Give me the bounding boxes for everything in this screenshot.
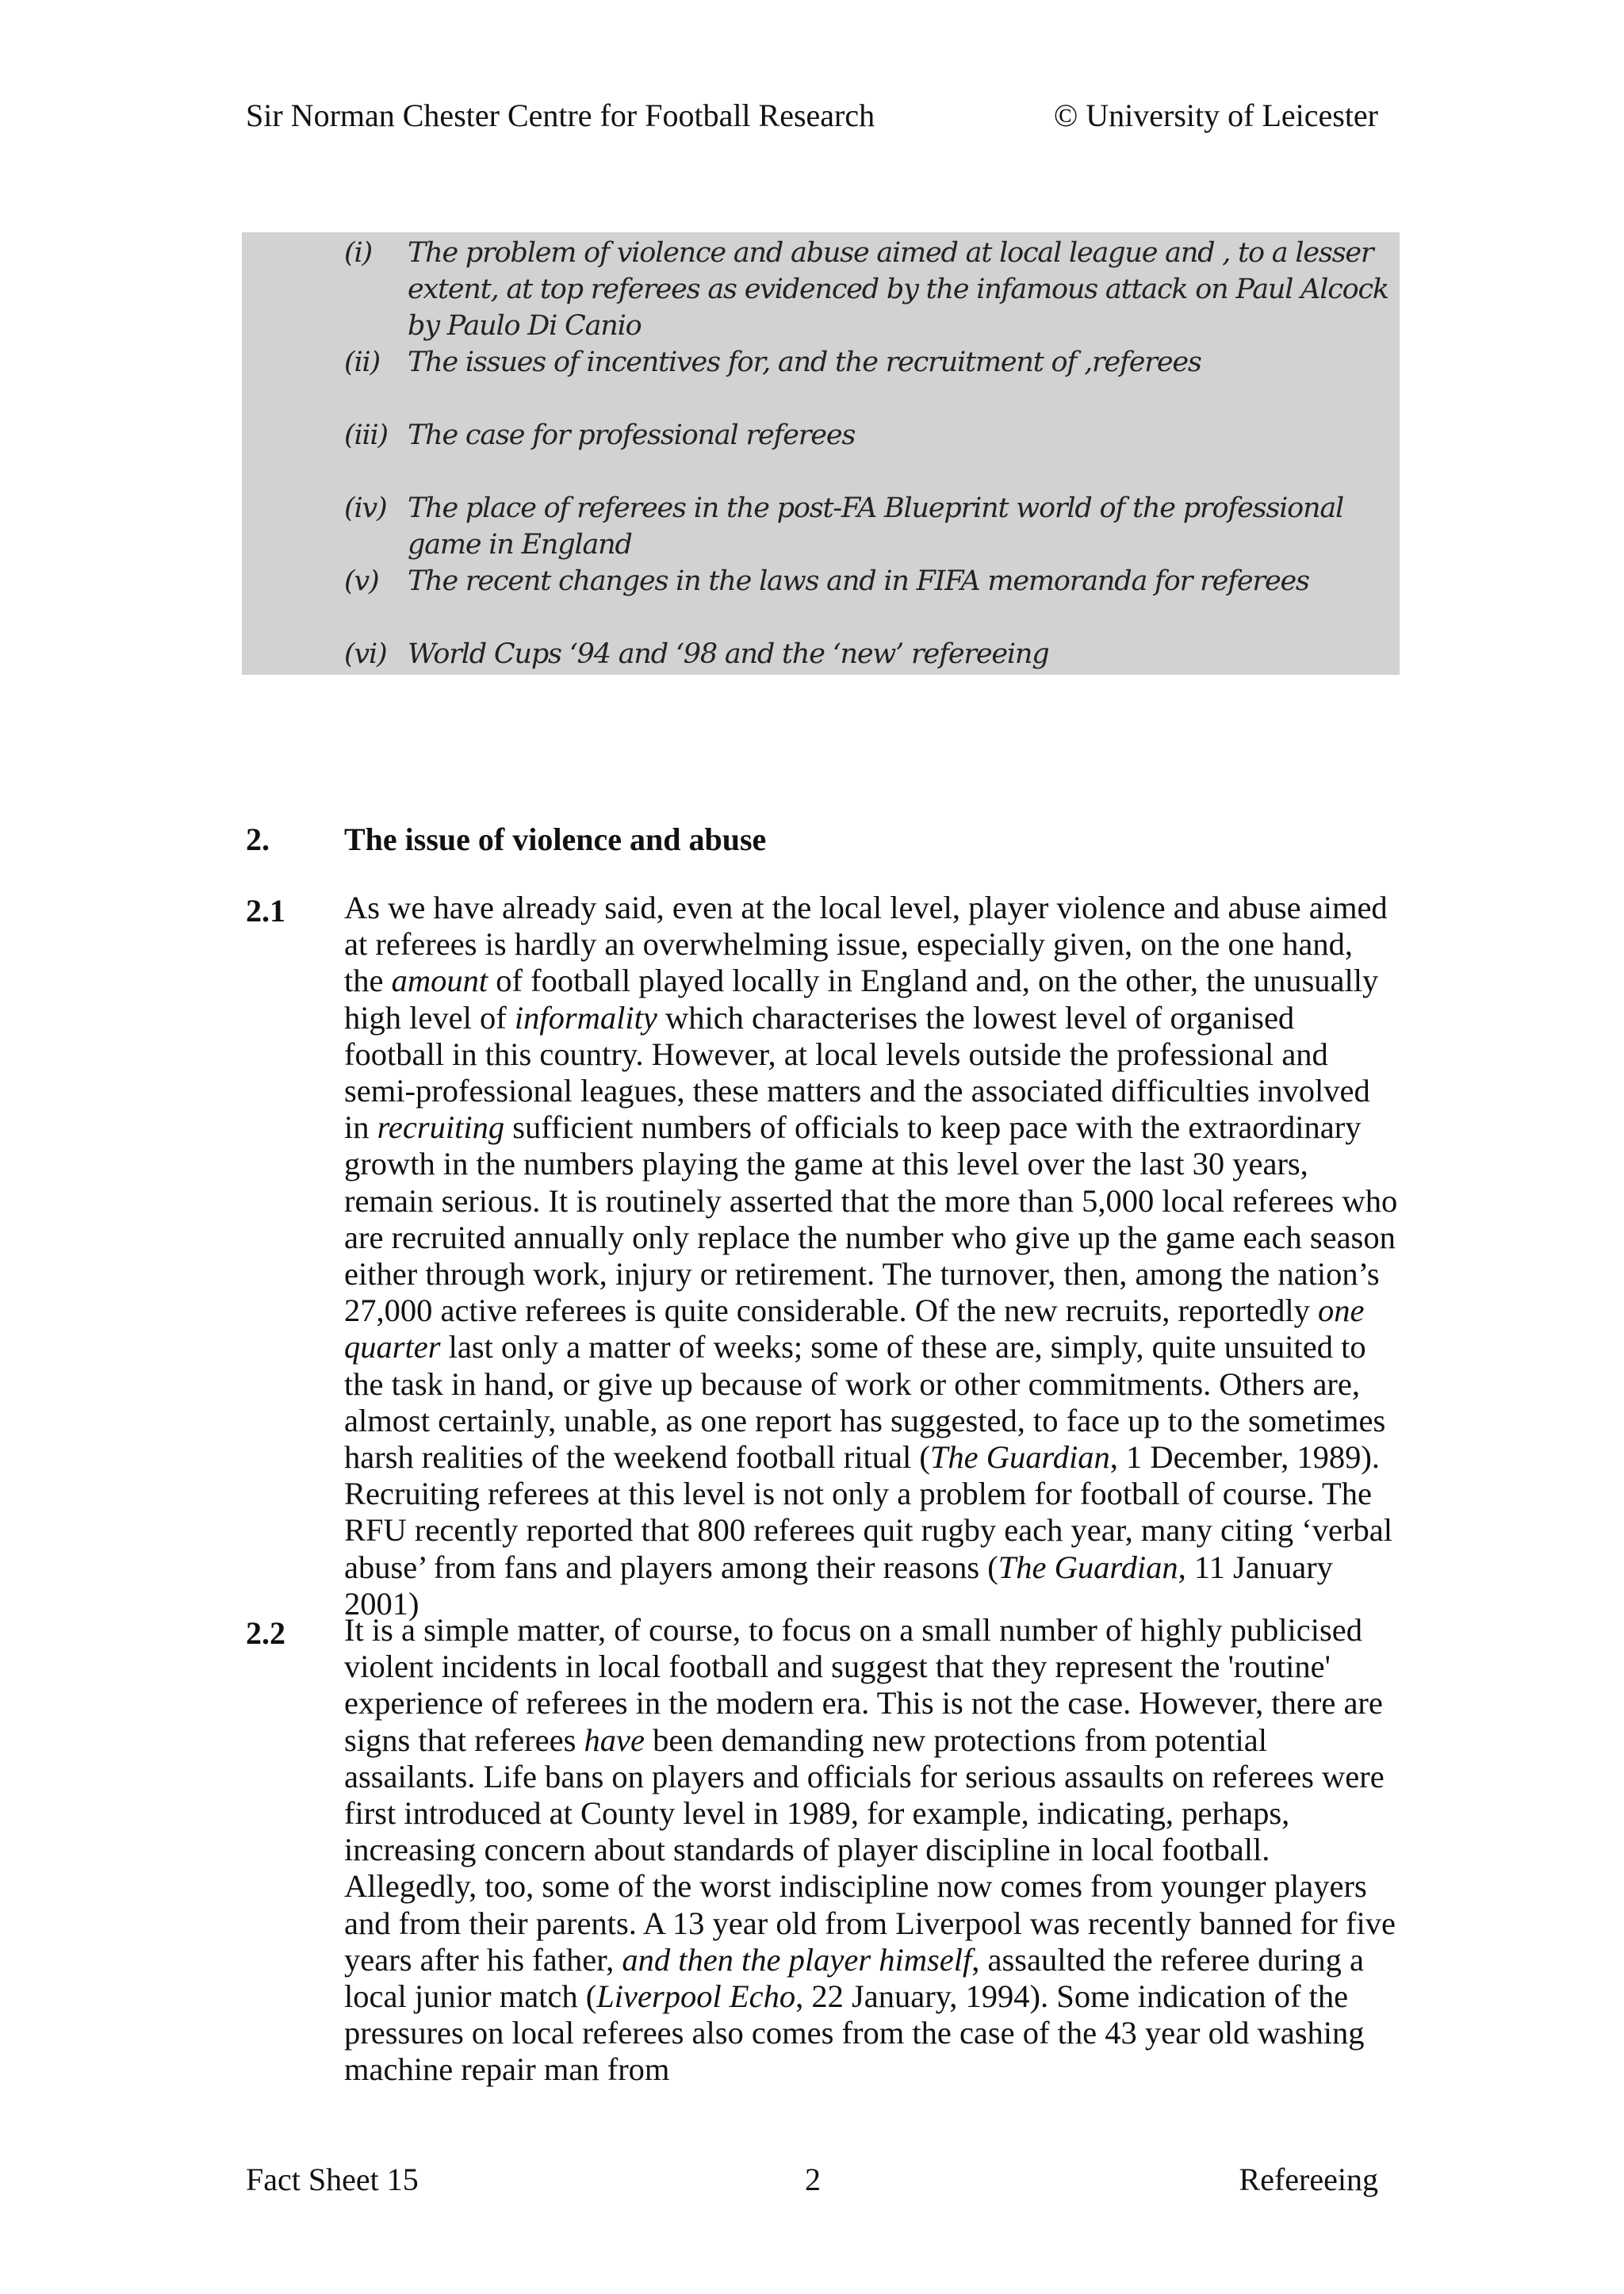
footer-left: Fact Sheet 15 <box>246 2162 419 2197</box>
italic-text: one quarter <box>344 1293 1365 1365</box>
body-text: , 22 January, 1994). Some indication of the pressures on local referees also comes from the case of the 43 year old washing machine repair man from <box>344 1978 1365 2088</box>
issue-number: (vi) <box>344 638 387 670</box>
page-header-left: Sir Norman Chester Centre for Football Research <box>246 98 875 133</box>
issue-text: World Cups ‘94 and ‘98 and the ‘new’ refereeing <box>408 638 1049 670</box>
body-text: of football played locally in England and, on the other, the unusually high level of <box>344 963 1379 1036</box>
italic-text: Liverpool Echo <box>596 1978 796 2015</box>
italic-text: informality <box>514 999 657 1036</box>
footer-right: Refereeing <box>1239 2162 1378 2197</box>
issue-number: (i) <box>344 237 372 269</box>
issue-number: (v) <box>344 565 379 597</box>
italic-text: and then the player himself <box>622 1941 972 1978</box>
paragraph-body <box>344 890 1399 1622</box>
body-text: which characterises the lowest level of organised football in this country. However, at local levels outside the professional and semi-professional leagues, these matters and the associated difficulties involved in <box>344 999 1370 1146</box>
section-title: The issue of violence and abuse <box>344 821 767 857</box>
italic-text: amount <box>391 963 488 999</box>
issue-text: The problem of violence and abuse aimed at local league and , to a lesser extent, at top referees as evidenced by the infamous attack on Paul Alcock by Paulo Di Canio <box>408 237 1388 342</box>
italic-text: The Guardian <box>929 1439 1110 1476</box>
italic-text: have <box>584 1721 645 1758</box>
italic-text: The Guardian, <box>998 1549 1186 1585</box>
page-number: 2 <box>805 2162 821 2197</box>
issue-text: The place of referees in the post-FA Blueprint world of the professional game in England <box>408 492 1343 561</box>
issue-number: (ii) <box>344 347 380 378</box>
body-text: been demanding new protections from potential assailants. Life bans on players and officials for serious assaults on referees were first introduced at County level in 1989, for example, indicating, perhaps, increasing concern about standards of player discipline in local football. Allegedly, too, some of the worst indiscipline now comes from younger players and from their parents. A 13 year old from Liverpool was recently banned for five years after his father, <box>344 1721 1396 1978</box>
body-text: As we have already said, even at the local level, player violence and abuse aimed at referees is hardly an overwhelming issue, especially given, on the one hand, the <box>344 890 1388 999</box>
issue-text: The issues of incentives for, and the recruitment of ,referees <box>408 347 1201 378</box>
body-text: 11 January 2001) <box>344 1549 1333 1622</box>
issue-text: The case for professional referees <box>408 419 856 451</box>
body-text: It is a simple matter, of course, to focus on a small number of highly publicised violent incidents in local football and suggest that they represent the 'routine' experience of referees in the modern era. This is not the case. However, there are signs that referees <box>344 1612 1383 1758</box>
issue-text: The recent changes in the laws and in FIFA memoranda for referees <box>408 565 1309 597</box>
issue-number: (iii) <box>344 419 388 451</box>
body-text: last only a matter of weeks; some of these are, simply, quite unsuited to the task in hand, or give up because of work or other commitments. Others are, almost certainly, unable, as one report has suggested, to face up to the sometimes harsh realities of the weekend football ritual ( <box>344 1329 1386 1476</box>
body-text: , 1 December, 1989). Recruiting referees at this level is not only a problem for football of course. The RFU recently reported that 800 referees quit rugby each year, many citing ‘verbal abuse’ from fans and players among their reasons ( <box>344 1439 1392 1585</box>
body-text: sufficient numbers of officials to keep pace with the extraordinary growth in the numbers playing the game at this level over the last 30 years, remain serious. It is routinely asserted that the more than 5,000 local referees who are recruited annually only replace the number who give up the game each season either through work, injury or retirement. The turnover, then, among the nation’s 27,000 active referees is quite considerable. Of the new recruits, reportedly <box>344 1109 1398 1329</box>
paragraph-number: 2.2 <box>246 1615 285 1651</box>
page-header-right: © University of Leicester <box>1053 98 1378 133</box>
paragraph-number: 2.1 <box>246 893 285 929</box>
section-number: 2. <box>246 821 270 857</box>
italic-text: recruiting <box>377 1109 505 1146</box>
paragraph-body <box>344 1612 1399 2089</box>
issue-number: (iv) <box>344 492 387 524</box>
body-text: , assaulted the referee during a local junior match ( <box>344 1941 1365 2015</box>
